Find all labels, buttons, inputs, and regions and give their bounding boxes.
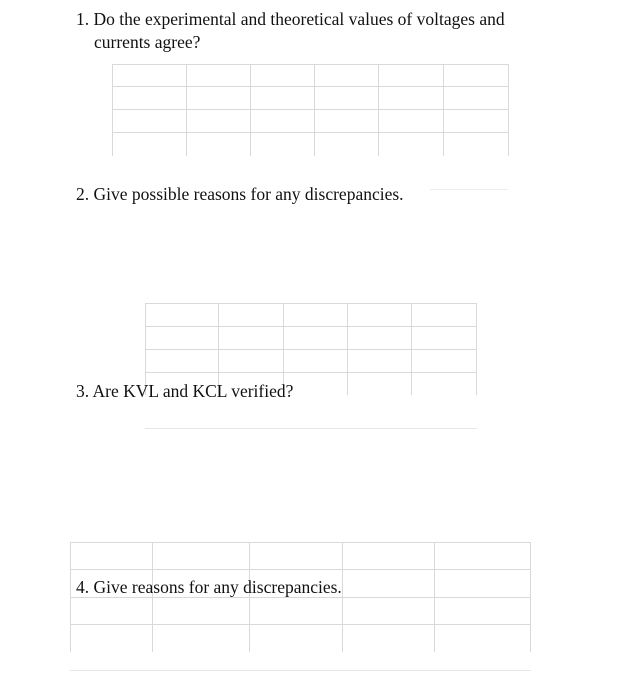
grid-2-hline xyxy=(145,372,477,373)
answer-grid-1 xyxy=(112,64,509,156)
question-4-text: Give reasons for any discrepancies. xyxy=(93,577,342,597)
question-1-text-line-2: currents agree? xyxy=(94,32,201,52)
question-2-trailing-line xyxy=(430,189,508,190)
question-3-text: Are KVL and KCL verified? xyxy=(92,381,294,401)
question-4-number: 4. xyxy=(76,577,90,597)
grid-2-vline xyxy=(411,303,412,395)
grid-2-vline xyxy=(347,303,348,395)
grid-3-vline xyxy=(70,542,71,652)
question-1-text-line-1: Do the experimental and theoretical values of voltages and xyxy=(93,9,505,29)
grid-1-vline xyxy=(508,64,509,156)
grid-2-hline xyxy=(145,349,477,350)
answer-grid-3 xyxy=(70,542,531,672)
grid-1-hline xyxy=(112,132,509,133)
question-3 xyxy=(76,380,293,403)
grid-3-hline xyxy=(70,569,531,570)
question-2-text: Give possible reasons for any discrepancies. xyxy=(93,184,404,204)
grid-2-hline xyxy=(145,428,477,429)
grid-2-hline xyxy=(145,326,477,327)
grid-3-hline xyxy=(70,542,531,543)
question-3-number: 3. xyxy=(76,381,90,401)
grid-2-vline xyxy=(476,303,477,395)
grid-1-vline xyxy=(378,64,379,156)
grid-2-hline xyxy=(145,303,477,304)
grid-1-vline xyxy=(443,64,444,156)
grid-1-hline xyxy=(112,109,509,110)
answer-grid-2 xyxy=(145,303,477,429)
grid-1-vline xyxy=(250,64,251,156)
grid-3-vline xyxy=(530,542,531,652)
question-1 xyxy=(76,8,505,54)
grid-3-hline xyxy=(70,670,531,671)
question-2 xyxy=(76,183,404,206)
grid-1-hline xyxy=(112,64,509,65)
grid-3-vline xyxy=(434,542,435,652)
grid-1-vline xyxy=(186,64,187,156)
grid-3-vline xyxy=(342,542,343,652)
grid-3-hline xyxy=(70,624,531,625)
question-2-number: 2. xyxy=(76,184,90,204)
grid-1-vline xyxy=(314,64,315,156)
grid-1-vline xyxy=(112,64,113,156)
question-4 xyxy=(76,576,342,599)
grid-1-hline xyxy=(112,86,509,87)
question-1-number: 1. xyxy=(76,9,90,29)
